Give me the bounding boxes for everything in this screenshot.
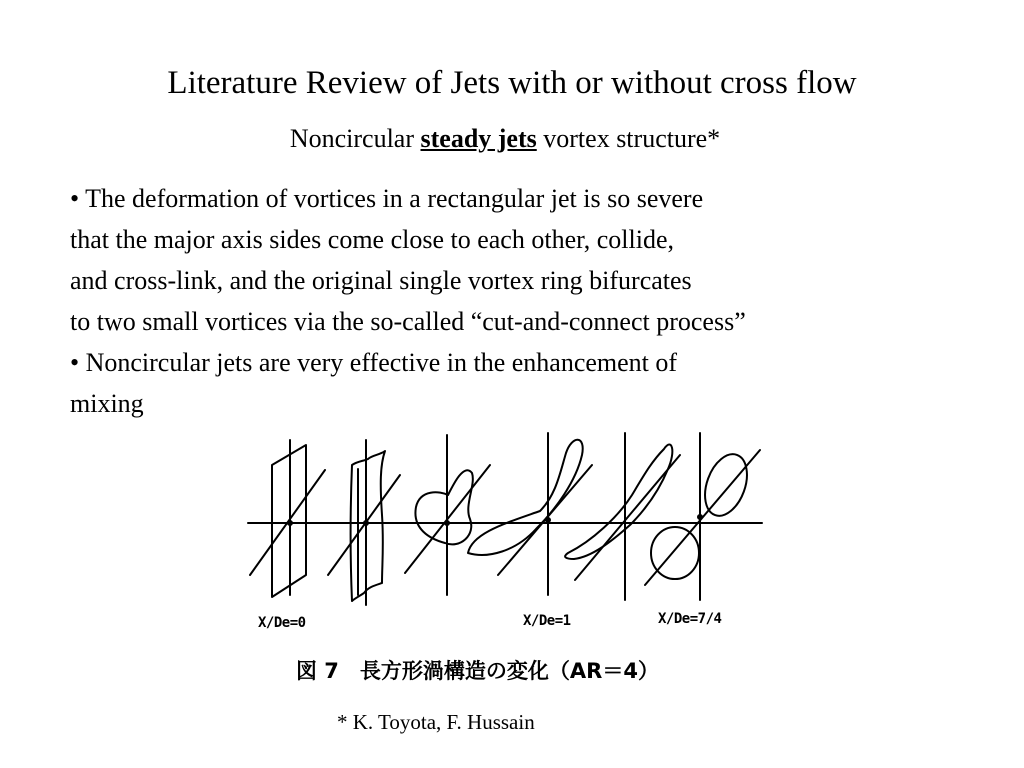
- slide-subtitle: [0, 122, 1010, 156]
- body-line: mixing: [70, 389, 144, 418]
- citation: * K. Toyota, F. Hussain: [337, 710, 535, 734]
- small-vortex-lower: [651, 527, 699, 579]
- center-dot: [698, 515, 702, 519]
- figure-caption: 図 7 長方形渦構造の変化（AR＝4）: [296, 659, 659, 683]
- body-text: [70, 178, 1010, 424]
- center-dot: [288, 521, 292, 525]
- subtitle-prefix: Noncircular: [289, 124, 421, 153]
- slide-title: Literature Review of Jets with or without cross flow: [167, 65, 857, 101]
- center-dot: [445, 521, 449, 525]
- body-line: that the major axis sides come close to each other, collide,: [70, 225, 674, 254]
- vortex-figure: [240, 425, 770, 695]
- vortex-diagram: [240, 425, 770, 625]
- subtitle-emphasis: steady jets: [420, 124, 537, 153]
- deformed-vortex-ring: [351, 451, 386, 601]
- subtitle-suffix: vortex structure*: [536, 124, 721, 153]
- body-line: • Noncircular jets are very effective in the enhancement of: [70, 348, 678, 377]
- blob-vortex-ring: [415, 470, 472, 544]
- label-x74: X/De=7/4: [658, 611, 722, 627]
- body-line: • The deformation of vortices in a rectangular jet is so severe: [70, 184, 704, 213]
- body-line: to two small vortices via the so-called “cut-and-connect process”: [70, 307, 746, 336]
- body-line: and cross-link, and the original single vortex ring bifurcates: [70, 266, 692, 295]
- small-vortex-upper: [697, 448, 755, 521]
- center-dot: [364, 521, 368, 525]
- center-dot: [546, 518, 550, 522]
- label-x0: X/De=0: [258, 615, 306, 631]
- label-x1: X/De=1: [523, 613, 571, 629]
